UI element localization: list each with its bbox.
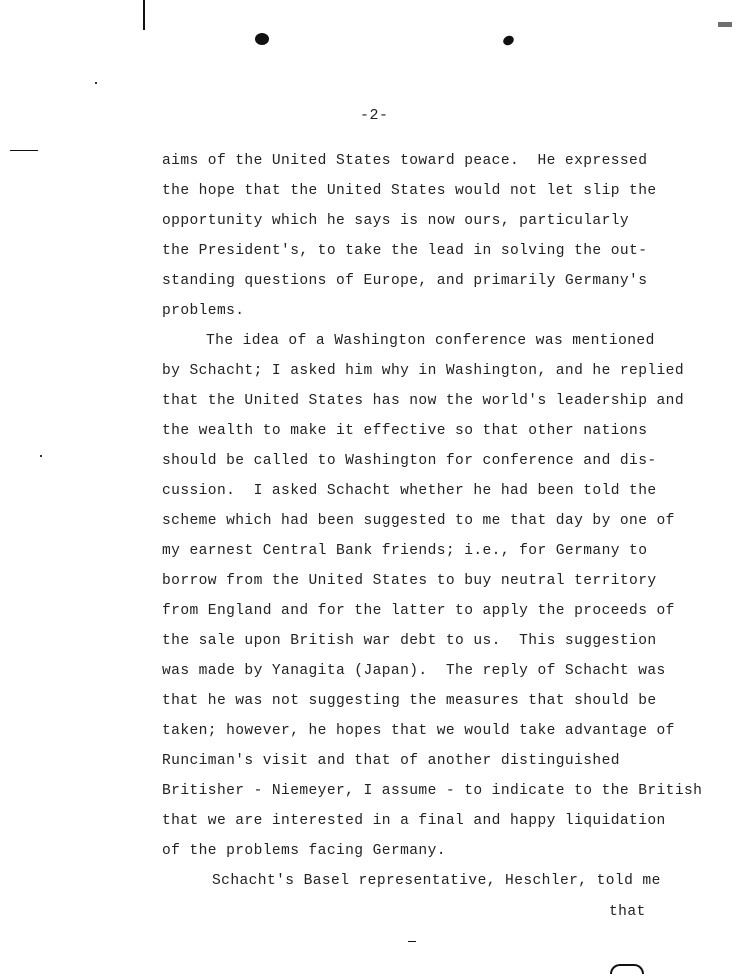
text-line: Schacht's Basel representative, Heschler, told me bbox=[212, 873, 661, 889]
scan-artifact-blot bbox=[255, 33, 269, 45]
text-line: standing questions of Europe, and primarily Germany's bbox=[162, 273, 648, 289]
scan-artifact-corner bbox=[718, 22, 732, 27]
scan-artifact-bottom-mark bbox=[610, 964, 644, 974]
text-line: was made by Yanagita (Japan). The reply of Schacht was bbox=[162, 663, 666, 679]
text-line: by Schacht; I asked him why in Washington, and he replied bbox=[162, 363, 684, 379]
text-line: the President's, to take the lead in solving the out- bbox=[162, 243, 648, 259]
text-line: my earnest Central Bank friends; i.e., for Germany to bbox=[162, 543, 648, 559]
scan-artifact-speck bbox=[95, 82, 97, 84]
text-line: that bbox=[609, 904, 646, 920]
text-line: the wealth to make it effective so that other nations bbox=[162, 423, 648, 439]
text-line: problems. bbox=[162, 303, 245, 319]
text-line: Runciman's visit and that of another distinguished bbox=[162, 753, 620, 769]
text-line: aims of the United States toward peace. He expressed bbox=[162, 153, 648, 169]
text-line: that he was not suggesting the measures that should be bbox=[162, 693, 657, 709]
text-line: The idea of a Washington conference was mentioned bbox=[206, 333, 655, 349]
text-line: should be called to Washington for conference and dis- bbox=[162, 453, 657, 469]
scan-artifact-speck bbox=[40, 455, 42, 457]
text-line: taken; however, he hopes that we would take advantage of bbox=[162, 723, 675, 739]
text-line: from England and for the latter to apply the proceeds of bbox=[162, 603, 675, 619]
scan-artifact-blot bbox=[501, 34, 515, 47]
text-line: that we are interested in a final and happy liquidation bbox=[162, 813, 666, 829]
text-line: Britisher - Niemeyer, I assume - to indicate to the British bbox=[162, 783, 703, 799]
text-line: that the United States has now the world's leadership and bbox=[162, 393, 684, 409]
text-line: the hope that the United States would not let slip the bbox=[162, 183, 657, 199]
text-line: scheme which had been suggested to me that day by one of bbox=[162, 513, 675, 529]
scan-artifact-dash bbox=[408, 941, 416, 942]
scan-artifact-vertical-line bbox=[143, 0, 145, 30]
text-line: of the problems facing Germany. bbox=[162, 843, 446, 859]
text-line: cussion. I asked Schacht whether he had been told the bbox=[162, 483, 657, 499]
text-line: opportunity which he says is now ours, particularly bbox=[162, 213, 630, 229]
text-line: borrow from the United States to buy neutral territory bbox=[162, 573, 657, 589]
page-number: -2- bbox=[360, 107, 389, 124]
scan-artifact-margin-dash bbox=[10, 150, 38, 151]
text-line: the sale upon British war debt to us. This suggestion bbox=[162, 633, 657, 649]
